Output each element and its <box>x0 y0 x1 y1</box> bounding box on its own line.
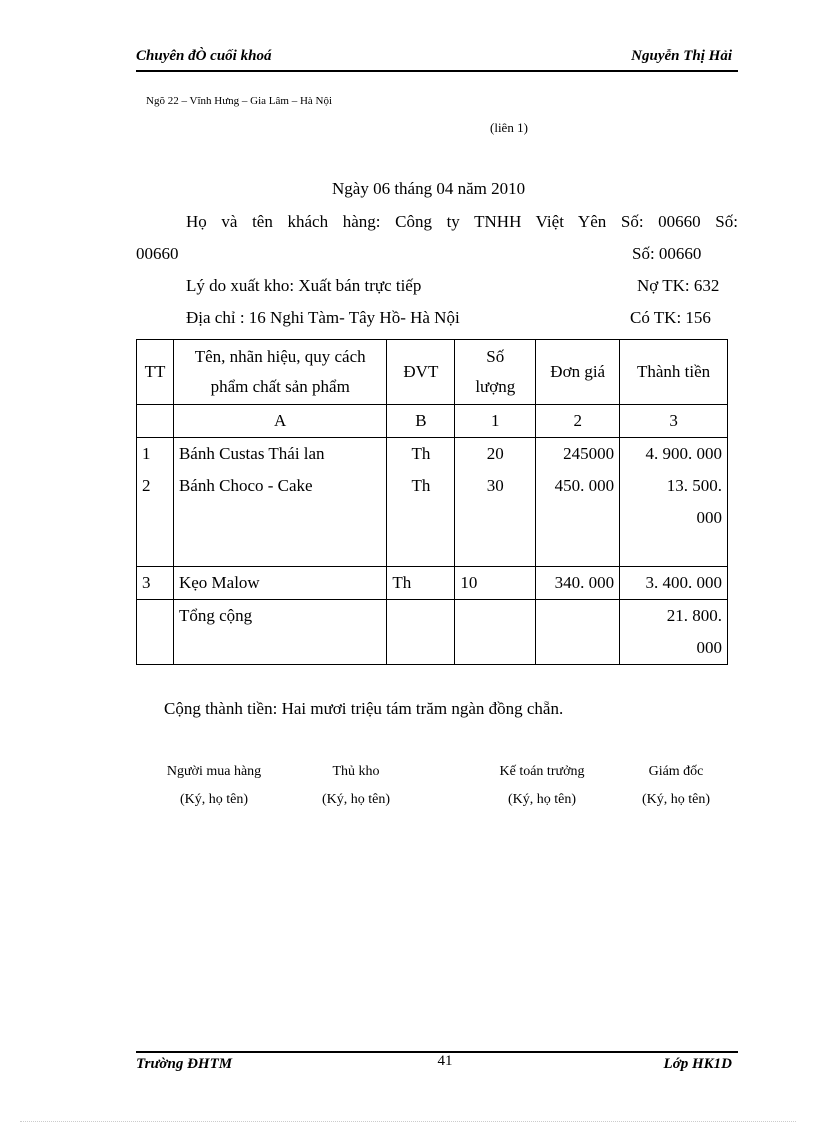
code-unit: B <box>387 405 455 438</box>
issue-reason: Lý do xuất kho: Xuất bán trực tiếp <box>186 276 422 295</box>
cell-amount: 3. 400. 000 <box>620 567 728 600</box>
col-unit: ĐVT <box>387 340 455 405</box>
col-qty-line1: Số <box>486 347 505 366</box>
copy-label: (liên 1) <box>490 120 528 135</box>
col-name-line2: phẩm chất sản phẩm <box>210 377 350 396</box>
code-price: 2 <box>536 405 620 438</box>
cell-name: Bánh Custas Thái lan Bánh Choco - Cake <box>173 438 386 567</box>
col-tt: TT <box>137 340 174 405</box>
table-header-row <box>137 340 728 405</box>
cell-unit: Th <box>387 567 455 600</box>
delivery-address: Địa chỉ : 16 Nghi Tàm- Tây Hồ- Hà Nội <box>186 308 460 327</box>
footer-right: Lớp HK1D <box>663 1056 732 1072</box>
signature-chief-accountant: Kế toán trưởng (Ký, họ tên) <box>499 764 585 807</box>
cell-qty: 20 30 <box>455 438 536 567</box>
col-qty-line2: lượng <box>475 377 516 396</box>
table-code-row <box>137 405 728 438</box>
total-in-words: Cộng thành tiền: Hai mươi triệu tám trăm ngàn đồng chẵn. <box>164 699 564 718</box>
signature-storekeeper: Thủ kho (Ký, họ tên) <box>321 764 391 807</box>
footer-left: Trường ĐHTM <box>136 1056 233 1072</box>
debit-account: Nợ TK: 632 <box>637 276 720 295</box>
total-amount: 21. 800. 000 <box>620 600 728 665</box>
cell-name: Kẹo Malow <box>173 567 386 600</box>
signature-buyer: Người mua hàng (Ký, họ tên) <box>166 764 262 807</box>
customer-line-cont: 00660 <box>136 244 179 263</box>
header-right: Nguyễn Thị Hải <box>631 48 732 64</box>
header-left: Chuyên đÒ cuối khoá <box>136 48 272 64</box>
invoice-table <box>136 339 728 665</box>
page-number: 41 <box>437 1053 453 1069</box>
table-row <box>137 438 728 567</box>
code-amount: 3 <box>620 405 728 438</box>
col-qty <box>455 340 536 405</box>
voucher-number: Số: 00660 <box>632 244 702 263</box>
page-edge <box>20 1121 796 1122</box>
col-name <box>173 340 386 405</box>
customer-line: Họ và tên khách hàng: Công ty TNHH Việt Yên Số: 00660 Số: <box>186 212 738 231</box>
credit-account: Có TK: 156 <box>630 308 711 327</box>
cell-amount: 4. 900. 000 13. 500. 000 <box>620 438 728 567</box>
total-label: Tổng cộng <box>173 600 386 665</box>
table-total-row <box>137 600 728 665</box>
company-address: Ngõ 22 – Vĩnh Hưng – Gia Lâm – Hà Nội <box>146 95 333 107</box>
code-name: A <box>173 405 386 438</box>
col-price: Đơn giá <box>536 340 620 405</box>
col-name-line1: Tên, nhãn hiệu, quy cách <box>194 347 366 366</box>
cell-price: 340. 000 <box>536 567 620 600</box>
table-row <box>137 567 728 600</box>
cell-unit: Th Th <box>387 438 455 567</box>
cell-tt: 3 <box>137 567 174 600</box>
date-line: Ngày 06 tháng 04 năm 2010 <box>332 179 526 198</box>
code-qty: 1 <box>455 405 536 438</box>
cell-price: 245000 450. 000 <box>536 438 620 567</box>
cell-qty: 10 <box>455 567 536 600</box>
signature-director: Giám đốc (Ký, họ tên) <box>641 764 711 807</box>
col-amount: Thành tiền <box>620 340 728 405</box>
cell-tt: 1 2 <box>137 438 174 567</box>
header-rule <box>136 70 738 72</box>
